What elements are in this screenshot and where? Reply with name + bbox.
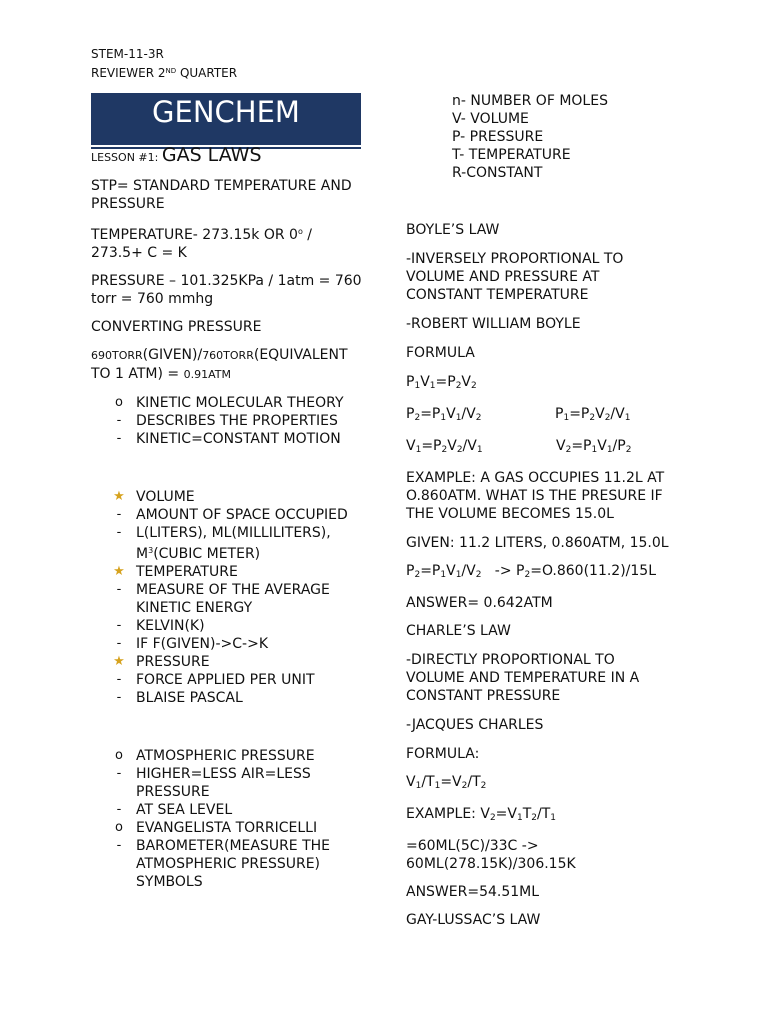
gay-lussac-title: GAY-LUSSAC’S LAW bbox=[406, 912, 541, 928]
list-item: - KINETIC=CONSTANT MOTION bbox=[116, 431, 341, 447]
list-item: - AT SEA LEVEL bbox=[116, 802, 233, 818]
list-item: - FORCE APPLIED PER UNIT bbox=[116, 672, 315, 688]
temperature-definition: TEMPERATURE- 273.15k OR 0$^o$ / 273.5+ C = K bbox=[91, 227, 313, 261]
reviewer-line: REVIEWER 2ND QUARTER bbox=[91, 66, 238, 80]
symbols-list bbox=[452, 92, 692, 182]
list-item: - DESCRIBES THE PROPERTIES bbox=[116, 413, 338, 429]
converting-heading: CONVERTING PRESSURE bbox=[91, 319, 262, 335]
charles-person: -JACQUES CHARLES bbox=[406, 717, 544, 733]
boyle-description: -INVERSELY PROPORTIONAL TO VOLUME AND PRESSURE AT CONSTANT TEMPERATURE bbox=[406, 251, 624, 303]
boyle-given: GIVEN: 11.2 LITERS, 0.860ATM, 15.0L bbox=[406, 535, 669, 551]
boyle-formula-label: FORMULA bbox=[406, 345, 475, 361]
boyle-formula: $P_1V_1=P_2V_2$ bbox=[406, 374, 477, 391]
symbol-item: T- TEMPERATURE bbox=[452, 147, 571, 163]
atmospheric-list bbox=[91, 747, 363, 891]
list-item: ★ TEMPERATURE bbox=[113, 564, 238, 580]
symbol-item: V- VOLUME bbox=[452, 111, 529, 127]
list-item: - L(LITERS), ML(MILLILITERS), $M^3(CUBIC$ METER) bbox=[116, 525, 331, 562]
boyle-calculation: $P_2=P_1V_1/V_2 -> P_2=O.860(11.2)/15L$ bbox=[406, 563, 656, 580]
boyle-formula-row: $P_2=P_1V_1/V_2$ $P_1=P_2V_2/V_1$ bbox=[406, 406, 631, 423]
kinetic-list bbox=[91, 394, 363, 448]
boyle-title: BOYLE’S LAW bbox=[406, 222, 500, 238]
list-item: - BLAISE PASCAL bbox=[116, 690, 243, 706]
stp-definition: STP= STANDARD TEMPERATURE AND PRESSURE bbox=[91, 178, 352, 212]
star-icon: ★ bbox=[113, 654, 125, 669]
list-item: ★ VOLUME bbox=[113, 489, 195, 505]
list-item: - AMOUNT OF SPACE OCCUPIED bbox=[116, 507, 348, 523]
list-item: - HIGHER=LESS AIR=LESS PRESSURE bbox=[116, 766, 311, 800]
list-item: o ATMOSPHERIC PRESSURE bbox=[115, 748, 315, 764]
charles-example: EXAMPLE: $V_2=V_1T_2/T_1$ bbox=[406, 806, 557, 823]
properties-list bbox=[91, 488, 363, 707]
charles-formula: $V_1/T_1=V_2/T_2$ bbox=[406, 774, 487, 791]
list-item: ★ PRESSURE bbox=[113, 654, 210, 670]
document-header bbox=[91, 46, 237, 82]
lesson-heading: LESSON #1: GAS LAWS bbox=[91, 144, 262, 166]
boyle-formula-row: $V_1=P_2V_2/V_1$ $V_2=P_1V_1/P_2$ bbox=[406, 438, 632, 455]
class-code: STEM-11-3R bbox=[91, 47, 164, 61]
boyle-person: -ROBERT WILLIAM BOYLE bbox=[406, 316, 581, 332]
symbol-item: R-CONSTANT bbox=[452, 165, 543, 181]
symbol-item: n- NUMBER OF MOLES bbox=[452, 93, 608, 109]
boyle-example: EXAMPLE: A GAS OCCUPIES 11.2L AT O.860ATM. WHAT IS THE PRESURE IF THE VOLUME BECOMES 15.0L bbox=[406, 470, 665, 522]
pressure-definition: PRESSURE – 101.325KPa / 1atm = 760 torr = 760 mmhg bbox=[91, 273, 362, 307]
converting-example: 690TORR(GIVEN)/760TORR(EQUIVALENT TO 1 ATM) = 0.91ATM bbox=[91, 347, 348, 382]
list-item: - BAROMETER(MEASURE THE ATMOSPHERIC PRESSURE) SYMBOLS bbox=[116, 838, 331, 890]
charles-description: -DIRECTLY PROPORTIONAL TO VOLUME AND TEMPERATURE IN A CONSTANT PRESSURE bbox=[406, 652, 640, 704]
boyle-answer: ANSWER= 0.642ATM bbox=[406, 595, 553, 611]
list-item: - KELVIN(K) bbox=[116, 618, 205, 634]
list-item: o KINETIC MOLECULAR THEORY bbox=[115, 395, 344, 411]
star-icon: ★ bbox=[113, 489, 125, 504]
list-item: - IF F(GIVEN)->C->K bbox=[116, 636, 269, 652]
symbol-item: P- PRESSURE bbox=[452, 129, 544, 145]
list-item: - MEASURE OF THE AVERAGE KINETIC ENERGY bbox=[116, 582, 330, 616]
charles-answer: ANSWER=54.51ML bbox=[406, 884, 540, 900]
right-column bbox=[406, 221, 676, 929]
star-icon: ★ bbox=[113, 564, 125, 579]
left-column bbox=[91, 146, 363, 891]
list-item: o EVANGELISTA TORRICELLI bbox=[115, 820, 318, 836]
charles-title: CHARLE’S LAW bbox=[406, 623, 511, 639]
subject-banner: GENCHEM bbox=[91, 93, 361, 147]
charles-formula-label: FORMULA: bbox=[406, 746, 480, 762]
charles-calculation: =60ML(5C)/33C -> 60ML(278.15K)/306.15K bbox=[406, 838, 576, 872]
